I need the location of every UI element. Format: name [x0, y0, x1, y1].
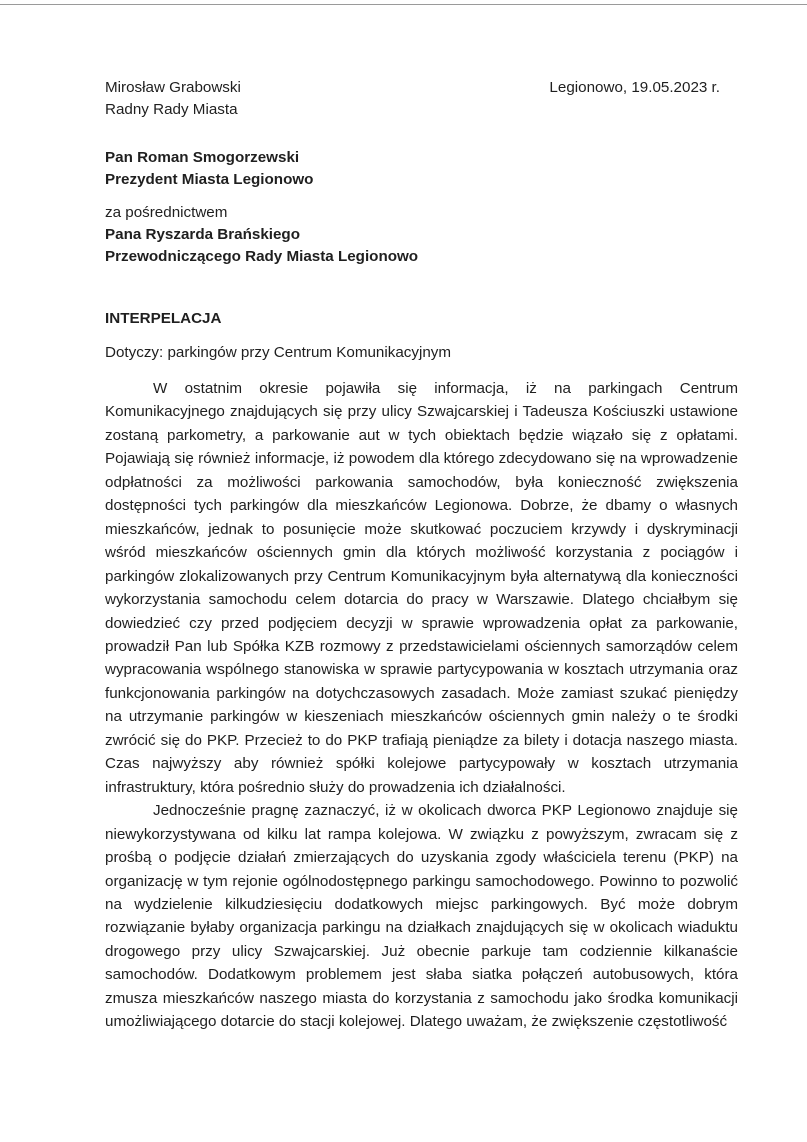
- letter-body: [105, 377, 738, 1034]
- top-edge-line: [0, 4, 807, 5]
- recipient-name: Pan Roman Smogorzewski: [105, 149, 300, 166]
- sender-position: Radny Rady Miasta: [105, 101, 238, 118]
- intermediary-label: za pośrednictwem: [105, 204, 228, 221]
- intermediary-name: Pana Ryszarda Brańskiego: [105, 226, 300, 243]
- body-paragraph-1: W ostatnim okresie pojawiła się informacja, iż na parkingach Centrum Komunikacyjnego znajdujących się przy ulicy Szwajcarskiej i Tadeusza Kościuszki ustawione zostaną parkometry, a parkowanie aut w tych obiektach będzie wiązało się z opłatami. Pojawiają się również informacje, iż powodem dla którego zdecydowano się na wprowadzenie odpłatności za możliwości parkowania samochodów, była konieczność zwiększenia dostępności tych parkingów dla mieszkańców Legionowa. Dobrze, że dbamy o własnych mieszkańców, jednak to posunięcie może skutkować poczuciem krzywdy i dyskryminacji wśród mieszkańców ościennych gmin dla których możliwość korzystania z pociągów i parkingów zlokalizowanych przy Centrum Komunikacyjnym była alternatywą dla konieczności wykorzystania samochodu celem dotarcia do pracy w Warszawie. Dlatego chciałbym się dowiedzieć czy przed podjęciem decyzji w sprawie wprowadzenia opłat za parkowanie, prowadził Pan lub Spółka KZB rozmowy z przedstawicielami ościennych samorządów celem wypracowania wspólnego stanowiska w sprawie partycypowania w kosztach utrzymania oraz funkcjonowania parkingów na dotychczasowych zasadach. Może zamiast szukać pieniędzy na utrzymanie parkingów w kieszeniach mieszkańców ościennych gmin należy o te środki zwrócić się do PKP. Przecież to do PKP trafiają pieniądze za bilety i dotacja naszego miasta. Czas najwyższy aby również spółki kolejowe partycypowały w kosztach utrzymania infrastruktury, która pośrednio służy do prowadzenia ich działalności.: [105, 380, 738, 796]
- sender-block: [105, 77, 405, 121]
- place-date: Legionowo, 19.05.2023 r.: [549, 79, 720, 96]
- subject-line: Dotyczy: parkingów przy Centrum Komunikacyjnym: [105, 344, 452, 361]
- recipient-block: [105, 147, 705, 191]
- sender-name: Mirosław Grabowski: [105, 79, 241, 96]
- intermediary-title: Przewodniczącego Rady Miasta Legionowo: [105, 248, 419, 265]
- body-paragraph-2: Jednocześnie pragnę zaznaczyć, iż w okolicach dworca PKP Legionowo znajduje się niewykorzystywana od kilku lat rampa kolejowa. W związku z powyższym, zwracam się z prośbą o podjęcie działań zmierzających do uzyskania zgody właściciela terenu (PKP) na organizację w tym rejonie ogólnodostępnego parkingu samochodowego. Powinno to pozwolić na wydzielenie kilkudziesięciu dodatkowych miejsc parkingowych. Być może dobrym rozwiązanie byłaby organizacja parkingu na działkach znajdujących się w okolicach wiaduktu drogowego przy ulicy Szwajcarskiej. Już obecnie parkuje tam codziennie kilkanaście samochodów. Dodatkowym problemem jest słaba siatka połączeń autobusowych, która zmusza mieszkańców naszego miasta do korzystania z samochodu jako środka komunikacji umożliwiającego dotarcie do stacji kolejowej. Dlatego uważam, że zwiększenie częstotliwość: [105, 802, 738, 1031]
- recipient-title: Prezydent Miasta Legionowo: [105, 171, 314, 188]
- intermediary-block: [105, 202, 738, 268]
- document-title: INTERPELACJA: [105, 310, 222, 327]
